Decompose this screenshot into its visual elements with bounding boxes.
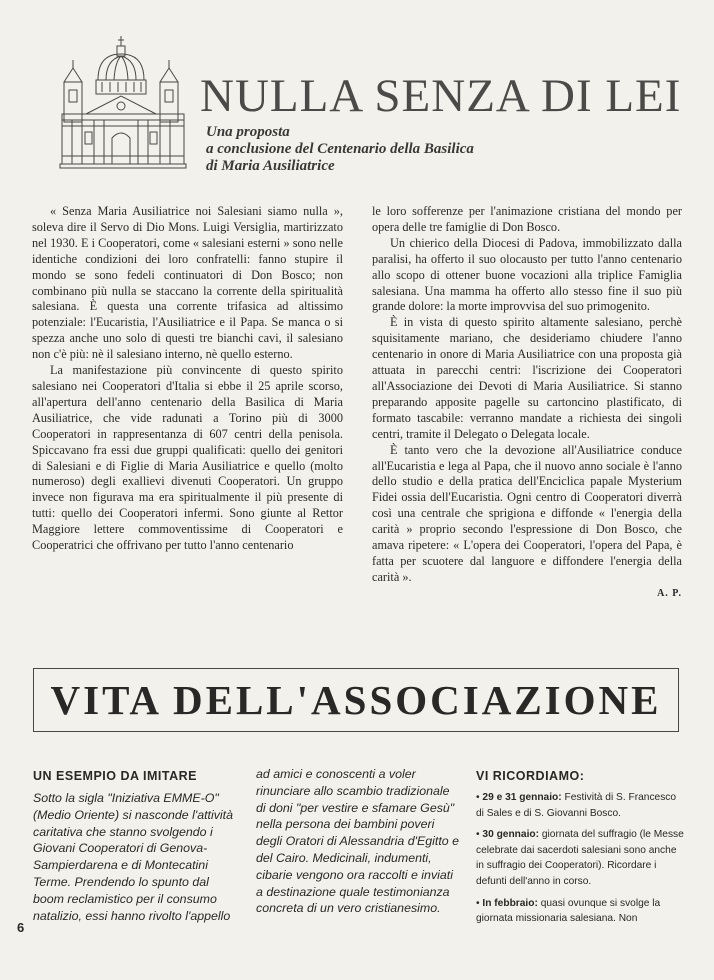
reminder-item: • 29 e 31 gennaio: Festività di S. Francesco di Sales e di S. Giovanni Bosco. — [476, 792, 677, 819]
article-title: NULLA SENZA DI LEI — [200, 70, 682, 122]
reminders-list — [476, 790, 684, 927]
article-paragraph: È tanto vero che la devozione all'Ausiliatrice conduce all'Eucaristia e lega al Papa, che il nuovo anno sociale è l'anno dello studio e della pratica dell'Enciclica papale Mysterium Fidei ossia dell'Eucaristia. Ogni centro di Cooperatori diverrà così una centrale che sprigiona e diffonde « l'energia della carità » proprio secondo l'espressione di Don Bosco, che amava ripetere: « L'opera dei Cooperatori, l'opera del Papa, è fatta per scuotere dal languore e diffondere l'energia della carità ». — [372, 442, 682, 584]
article-paragraph: È in vista di questo spirito altamente salesiano, perchè squisitamente mariano, che desideriamo chiudere l'anno centenario in onore di Maria Ausiliatrice con una proposta già attuata in parecchi centri: l'iscrizione dei Cooperatori all'Associazione dei Devoti di Maria Ausiliatrice. Si stanno preparando apposite pagelle su cartoncino plastificato, di formato tascabile: verranno mandate a richiesta dei singoli centri, tramite il Delegato o Delegata locale. — [372, 315, 682, 441]
news-heading: UN ESEMPIO DA IMITARE — [33, 769, 197, 783]
reminders-column — [476, 768, 684, 933]
subtitle-line: Una proposta — [206, 124, 290, 140]
reminders-heading: VI RICORDIAMO: — [476, 769, 585, 783]
reminder-text: Festività di S. Francesco di Sales e di S. Giovanni Bosco. — [476, 792, 677, 819]
section-header-box — [33, 668, 679, 732]
article-paragraph: Un chierico della Diocesi di Padova, immobilizzato dalla paralisi, ha offerto il suo olocausto per tutto l'anno centenario allo scopo di ottener buone vocazioni alla triplice Famiglia salesiana. Una mamma ha offerto allo stesso fine il suo più grande dolore: la morte improvvisa del suo primogenito. — [372, 235, 682, 314]
basilica-illustration — [58, 34, 188, 170]
article-paragraph: La manifestazione più convincente di questo spirito salesiano nei Cooperatori d'Italia si ebbe il 25 aprile scorso, all'apertura dell'anno centenario della Basilica di Maria Ausiliatrice, che vide radunati a Torino più di 3000 Cooperatori in rappresentanza di 607 centri della penisola. Spiccavano fra essi due gruppi qualificati: quello dei genitori di Salesiani e di Figlie di Maria Ausiliatrice e quello (molto numeroso) degli exallievi divenuti Cooperatori. Un gruppo invece non figurava ma era spiritualmente il più presente di tutti: quello dei Cooperatori infermi. Sono giunte al Rettor Maggiore lettere commoventissime di Cooperatori e Cooperatrici che offrivano per tutto l'anno centenario — [32, 363, 343, 553]
reminder-date: 30 gennaio: — [482, 829, 540, 841]
reminder-date: In febbraio: — [482, 897, 538, 909]
reminder-text: giornata del suffragio (le Messe celebrate dai sacerdoti salesiani sono anche in suffragio dei Cooperatori). Ricordare i defunti dell'anno in corso. — [476, 829, 684, 887]
reminder-item: • In febbraio: quasi ovunque si svolge la giornata missionaria salesiana. Non — [476, 897, 661, 925]
page-number: 6 — [17, 920, 25, 935]
news-column-2 — [256, 768, 462, 917]
reminder-date: 29 e 31 gennaio: — [482, 792, 562, 803]
subtitle-line: di Maria Ausiliatrice — [206, 158, 335, 174]
article-column-left — [32, 204, 343, 554]
reminder-text: quasi ovunque si svolge la giornata missionaria salesiana. Non — [476, 897, 661, 925]
article-column-right — [372, 204, 682, 602]
news-text: Sotto la sigla "Iniziativa EMME-O" (Medio Oriente) si nasconde l'attività caritativa che stanno svolgendo i Giovani Cooperatori di Genova-Sampierdarena e di Montecatini Terme. Prendendo lo spunto dal boom reclamistico per il consumo natalizio, essi hanno rivolto l'appello — [33, 791, 234, 923]
section-title: VITA DELL'ASSOCIAZIONE — [50, 677, 662, 723]
article-subtitle — [206, 124, 474, 175]
news-column-1 — [33, 768, 243, 924]
subtitle-line: a conclusione del Centenario della Basilica — [206, 141, 474, 157]
article-signature: A. P. — [657, 587, 682, 599]
article-paragraph: « Senza Maria Ausiliatrice noi Salesiani siamo nulla », soleva dire il Servo di Dio Mons. Luigi Versiglia, martirizzato nel 1930. E i Cooperatori, come « salesiani esterni » sono nelle identiche condizioni dei loro confratelli: fanno stupire il mondo se sono fedeli continuatori di Don Bosco; non combinano più nulla se staccano la corrente della spiritualità salesiana. È questa una corrente trifasica ad altissimo potenziale: l'Eucaristia, l'Ausiliatrice e il Papa. Se manca o si spezza anche uno solo di questi tre bianchi cavi, il salesiano non c'è più: nè il salesiano interno, nè quello esterno. — [32, 204, 343, 362]
news-text-continued: ad amici e conoscenti a voler rinunciare allo scambio tradizionale di doni "per vestire e sfamare Gesù" nella persona dei bambini poveri degli Oratori di Alessandria d'Egitto e del Cairo. Medicinali, indumenti, cibarie vengono ora raccolti e inviati a destinazione quale testimonianza concreta di un vero cristianesimo. — [256, 767, 460, 916]
reminder-item: • 30 gennaio: giornata del suffragio (le Messe celebrate dai sacerdoti salesiani sono anche in suffragio dei Cooperatori). Ricordare i defunti dell'anno in corso. — [476, 829, 684, 887]
article-paragraph: le loro sofferenze per l'animazione cristiana del mondo per opera delle tre famiglie di Don Bosco. — [372, 204, 682, 234]
